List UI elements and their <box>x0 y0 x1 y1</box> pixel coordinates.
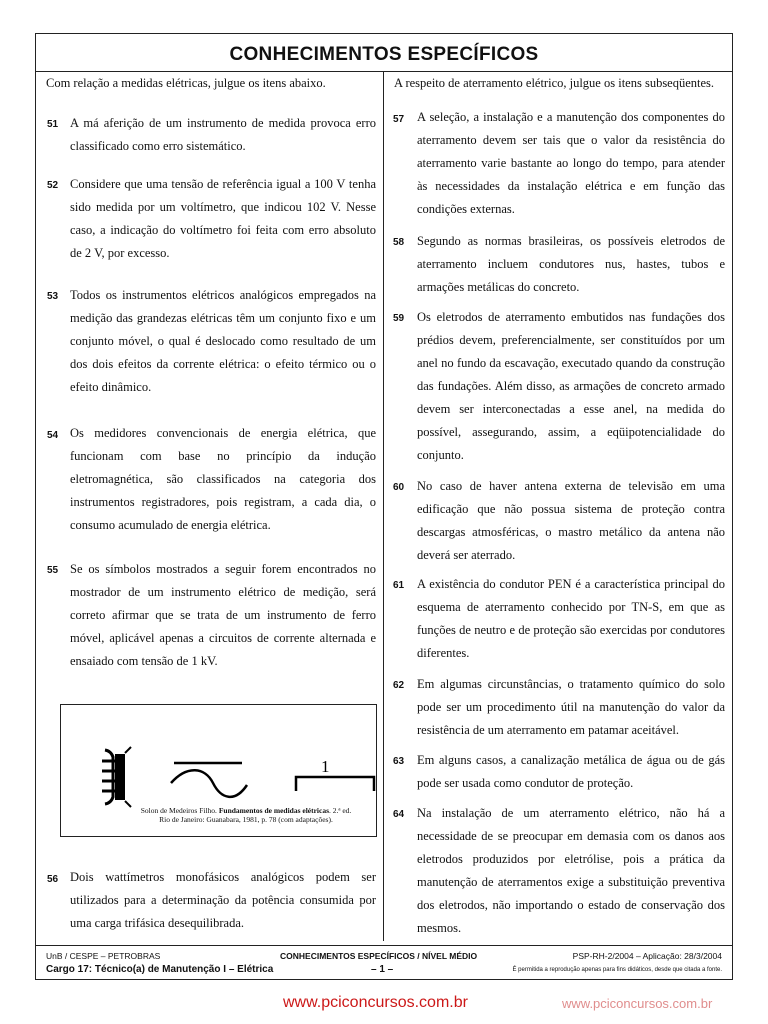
item-number: 60 <box>393 482 405 493</box>
left-intro: Com relação a medidas elétricas, julgue os itens abaixo. <box>46 76 326 90</box>
moving-iron-symbol <box>102 747 131 807</box>
title-divider <box>36 71 732 72</box>
item-number: 52 <box>47 180 59 191</box>
item-text: A má aferição de um instrumento de medida provoca erro classificado como erro sistemático. <box>70 116 376 153</box>
item-number: 51 <box>47 119 59 130</box>
item-text: No caso de haver antena externa de televisão em uma edificação que não possua sistema de proteção contra descargas atmosféricas, o mastro metálico da antena não deverá ser aterrado. <box>417 479 725 562</box>
footer-divider <box>36 945 732 946</box>
caption-book-title: Fundamentos de medidas elétricas <box>218 806 330 815</box>
item-text: Em algumas circunstâncias, o tratamento químico do solo pode ser um procedimento útil na manutenção do valor da resistência de um aterramento em patamar aceitável. <box>417 677 725 737</box>
item-number: 53 <box>47 291 59 302</box>
instrument-symbols-figure <box>60 704 377 837</box>
caption-publisher: Rio de Janeiro: Guanabara, 1981, p. 78 (com adaptações). <box>159 815 333 824</box>
figure-caption <box>121 806 371 824</box>
item-number: 62 <box>393 680 405 691</box>
item-text: A existência do condutor PEN é a característica principal do esquema de aterramento conhecido por TN-S, em que as funções de neutro e de proteção são exercidas por condutores diferentes. <box>417 577 725 660</box>
item-number: 59 <box>393 313 405 324</box>
footer-note: É permitida a reprodução apenas para fins didáticos, desde que citada a fonte. <box>512 967 722 973</box>
item-number: 54 <box>47 430 59 441</box>
item-number: 58 <box>393 237 405 248</box>
page-frame <box>35 33 733 980</box>
caption-author: Solon de Medeiros Filho. <box>140 806 217 815</box>
item-text: Na instalação de um aterramento elétrico, não há a necessidade de se preocupar em demasia com os danos aos eletrodos produzidos por eletrólise, pois a prática da manutenção de aterramentos exige a substituição preventiva dos eletrodos, não importando o estado de conservação dos mesmos. <box>417 806 725 935</box>
right-intro: A respeito de aterramento elétrico, julgue os itens subseqüentes. <box>394 76 715 90</box>
item-text: A seleção, a instalação e a manutenção dos componentes do aterramento devem ser tais que o valor da resistência do aterramento varie bastante ao longo do tempo, para atender às necessidades da instalação elétrica e em função das condições externas. <box>417 110 725 216</box>
item-text: Se os símbolos mostrados a seguir forem encontrados no mostrador de um instrumento elétrico de medição, será correto afirmar que se trata de um instrumento de ferro móvel, aplicável apenas a circuitos de corrente alternada e ensaiado com tensão de 1 kV. <box>70 562 376 668</box>
page-number: – 1 – <box>371 964 394 975</box>
item-text: Considere que uma tensão de referência igual a 100 V tenha sido medida por um voltímetro, que indicou 102 V. Nesse caso, a indicação do voltímetro foi feita com erro absoluto de 2 V, por excesso. <box>70 177 376 260</box>
item-number: 57 <box>393 114 405 125</box>
caption-edition: . 2.ª ed. <box>329 806 352 815</box>
item-number: 55 <box>47 565 59 576</box>
item-text: Segundo as normas brasileiras, os possíveis eletrodos de aterramento incluem condutores nus, hastes, tubos e armações metálicas do concreto. <box>417 234 725 294</box>
item-text: Em alguns casos, a canalização metálica de água ou de gás pode ser usada como condutor de proteção. <box>417 753 725 790</box>
item-number: 64 <box>393 809 405 820</box>
footer-cargo: Cargo 17: Técnico(a) de Manutenção I – Elétrica <box>46 964 274 975</box>
column-divider <box>383 71 384 941</box>
item-text: Todos os instrumentos elétricos analógicos empregados na medição das grandezas elétricas têm um conjunto fixo e um conjunto móvel, o qual é deslocado como resultado de um dos dois efeitos da corrente elétrica: o efeito térmico ou o efeito dinâmico. <box>70 288 376 394</box>
test-voltage-symbol <box>296 777 374 791</box>
page-title: CONHECIMENTOS ESPECÍFICOS <box>229 44 539 65</box>
item-number: 56 <box>47 874 59 885</box>
footer-section: CONHECIMENTOS ESPECÍFICOS / NÍVEL MÉDIO <box>280 951 478 961</box>
footer-org: UnB / CESPE – PETROBRAS <box>46 951 161 961</box>
item-text: Os eletrodos de aterramento embutidos nas fundações dos prédios devem, preferencialmente, ser constituídos por um anel no fundo da escavação, executado quando da construção das fundações. Além disso, as armações de concreto armado devem ser interconectadas a esse anel, na medida do possível, assegurando, assim, a eqüipotencialidade do conjunto. <box>417 310 725 462</box>
item-text: Dois wattímetros monofásicos analógicos podem ser utilizados para a determinação da potência consumida por uma carga trifásica desequilibrada. <box>70 870 376 930</box>
item-text: Os medidores convencionais de energia elétrica, que funcionam com base no princípio da indução eletromagnética, são classificados na categoria dos instrumentos registradores, pois registram, a cada dia, o consumo acumulado de energia elétrica. <box>70 426 376 532</box>
alternating-current-symbol <box>171 763 247 797</box>
item-number: 63 <box>393 756 405 767</box>
footer-exam: PSP-RH-2/2004 – Aplicação: 28/3/2004 <box>572 951 722 961</box>
source-url-watermark: www.pciconcursos.com.br <box>562 996 713 1011</box>
item-number: 61 <box>393 580 405 591</box>
source-url-link[interactable]: www.pciconcursos.com.br <box>283 994 468 1011</box>
test-voltage-label: 1 <box>321 757 330 776</box>
